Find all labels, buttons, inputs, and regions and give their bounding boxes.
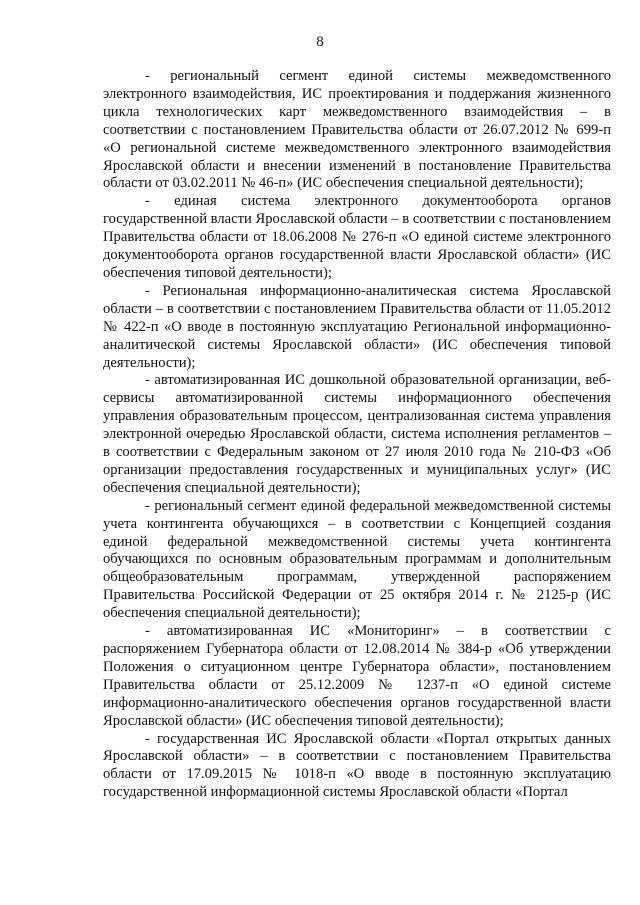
paragraph-open-data-portal: - государственная ИС Ярославской области «Портал открытых данных Ярославской области» – в соответствии с постановлением Правительства области от 17.09.2015 № 1018-п «О вводе в постоянную эксплуатацию государственной информационной системы Ярославской области «Портал [103, 730, 611, 801]
paragraph-preschool-is: - автоматизированная ИС дошкольной образовательной организации, веб-сервисы автоматизированной системы информационного обеспечения управления образовательным процессом, централизованная система управления электронной очередью Ярославской области, система исполнения регламентов – в соответствии с Федеральным законом от 27 июля 2010 года № 210-ФЗ «Об организации предоставления государственных и муниципальных услуг» (ИС обеспечения специальной деятельности); [103, 372, 611, 496]
paragraph-student-registry-segment: - региональный сегмент единой федеральной межведомственной системы учета контингента обучающихся – в соответствии с Концепцией создания единой федеральной межведомственной системы учета контингента обучающихся по основным образовательным программам и дополнительным общеобразовательным программам, утвержденной распоряжением Правительства Российской Федерации от 25 октября 2014 г. № 2125-р (ИС обеспечения специальной деятельности); [103, 497, 611, 622]
paragraph-monitoring-is: - автоматизированная ИС «Мониторинг» – в соответствии с распоряжением Губернатора области от 12.08.2014 № 384-р «Об утверждении Положения о ситуационном центре Губернатора области», постановлением Правительства области от 25.12.2009 № 1237-п «О единой системе информационно-аналитического обеспечения органов государственной власти Ярославской области» (ИС обеспечения типовой деятельности); [103, 623, 611, 729]
paragraph-analytical-system: - Региональная информационно-аналитическая система Ярославской области – в соответствии с постановлением Правительства области от 11.05.2012 № 422-п «О вводе в постоянную эксплуатацию Региональной информационно-аналитической системы Ярославской области» (ИС обеспечения типовой деятельности); [103, 282, 611, 371]
document-body [103, 68, 611, 802]
paragraph-document-management-system: - единая система электронного документооборота органов государственной власти Ярославской области – в соответствии с постановлением Правительства области от 18.06.2008 № 276-п «О единой системе электронного документооборота органов государственной власти Ярославской области» (ИС обеспечения типовой деятельности); [103, 193, 611, 281]
page-number: 8 [316, 34, 324, 50]
paragraph-regional-interaction-segment: - региональный сегмент единой системы межведомственного электронного взаимодействия, ИС проектирования и поддержания жизненного цикла технологических карт межведомственного взаимодействия – в соответствии с постановлением Правительства области от 26.07.2012 № 699-п «О региональной системе межведомственного электронного взаимодействия Ярославской области и внесении изменений в постановление Правительства области от 03.02.2011 № 46-п» (ИС обеспечения специальной деятельности); [103, 68, 611, 192]
